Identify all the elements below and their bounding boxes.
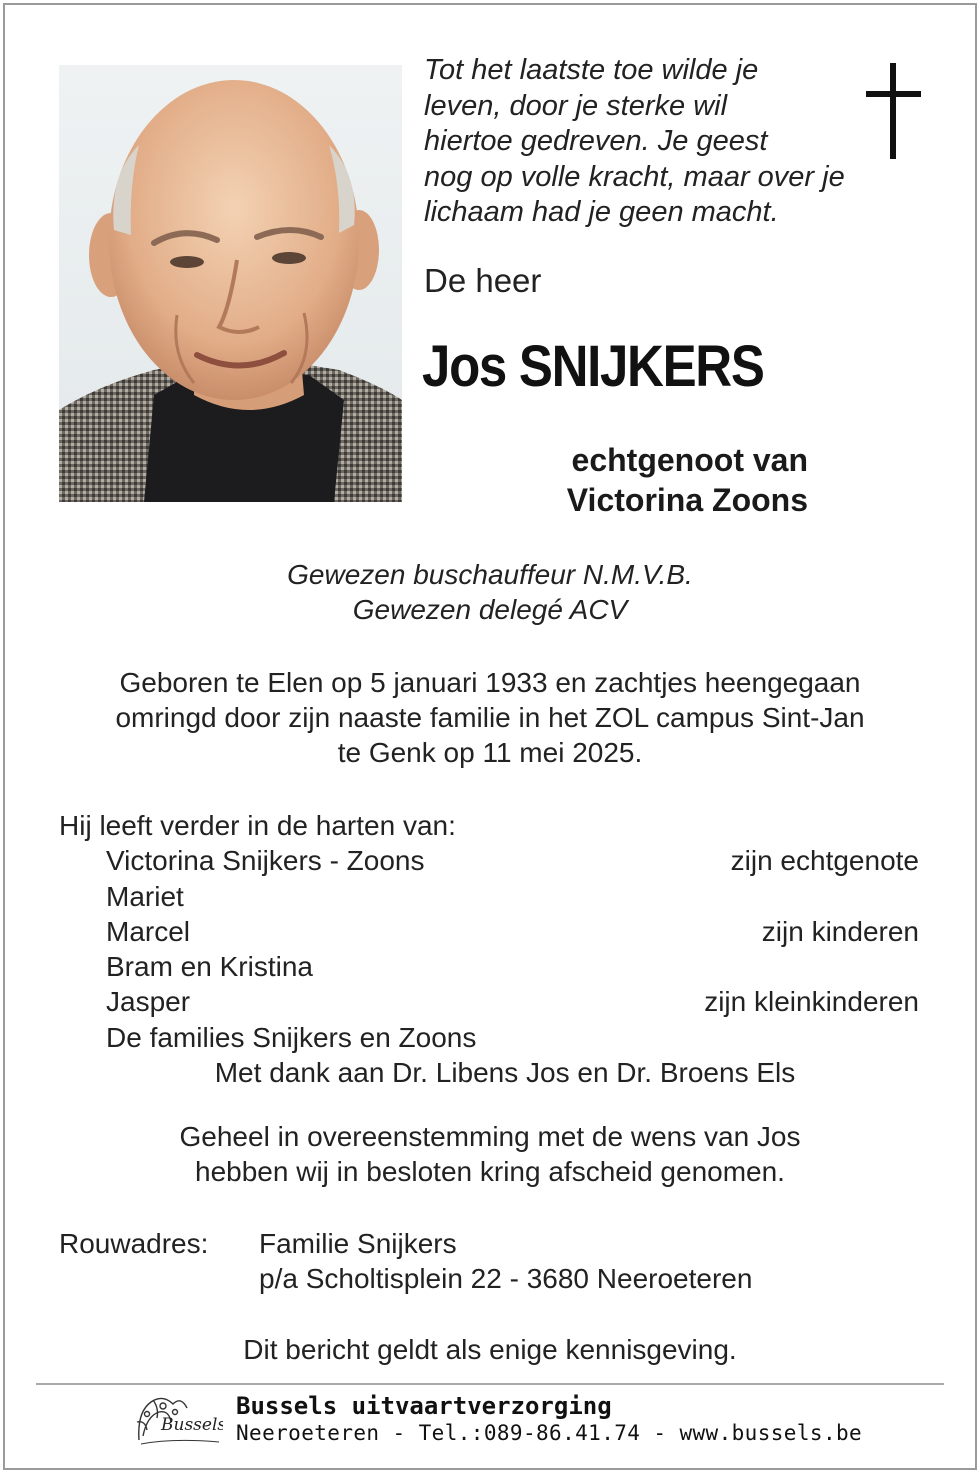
survivor-row (59, 879, 929, 914)
address-line: Familie Snijkers (259, 1228, 457, 1259)
deceased-name: Jos SNIJKERS (422, 334, 764, 399)
bussels-logo (133, 1392, 223, 1448)
memorial-poem (424, 53, 884, 231)
survivors-list (59, 808, 929, 1090)
portrait-photo (59, 65, 402, 502)
logo-text: Bussels (161, 1415, 223, 1435)
survivor-relation: zijn echtgenote (730, 845, 919, 877)
spouse-name: Victorina Zoons (566, 482, 808, 518)
survivor-name: Marcel (106, 915, 191, 947)
survivor-relation: zijn kinderen (761, 915, 919, 947)
occupation-line: Gewezen delegé ACV (352, 594, 628, 625)
survivor-name: Jasper (106, 986, 191, 1018)
wish-line: hebben wij in besloten kring afscheid genomen. (195, 1156, 785, 1187)
honorific: De heer (424, 262, 542, 299)
survivor-name: Bram en Kristina (106, 951, 313, 983)
company-name: Bussels uitvaartverzorging (236, 1392, 612, 1420)
birth-death-text (0, 665, 980, 770)
spouse-info (567, 440, 808, 520)
survivor-name: Mariet (106, 880, 184, 912)
wish-line: Geheel in overeenstemming met de wens van Jos (179, 1121, 801, 1152)
survivors-heading: Hij leeft verder in de harten van: (59, 810, 456, 841)
poem-line: Tot het laatste toe wilde je (424, 54, 759, 86)
poem-line: nog op volle kracht, maar over je (424, 160, 845, 193)
notice-text: Dit bericht geldt als enige kennisgeving. (243, 1334, 737, 1365)
birth-death-line: te Genk op 11 mei 2025. (337, 737, 643, 768)
address-line: p/a Scholtisplein 22 - 3680 Neeroeteren (259, 1263, 753, 1294)
poem-line: hiertoe gedreven. Je geest (424, 125, 768, 157)
birth-death-line: omringd door zijn naaste familie in het ZOL campus Sint-Jan (115, 702, 865, 733)
birth-death-line: Geboren te Elen op 5 januari 1933 en zachtjes heengegaan (119, 667, 861, 698)
survivor-row (59, 949, 929, 984)
company-contact: Neeroeteren - Tel.:089-86.41.74 - www.bussels.be (236, 1421, 863, 1445)
cross-icon (866, 63, 921, 159)
occupation (0, 557, 980, 627)
survivor-row (59, 984, 929, 1019)
spouse-label: echtgenoot van (571, 442, 808, 478)
poem-line: lichaam had je geen macht. (424, 196, 779, 228)
occupation-line: Gewezen buschauffeur N.M.V.B. (287, 559, 693, 590)
thanks-line: Met dank aan Dr. Libens Jos en Dr. Broens Els (214, 1057, 796, 1089)
address-label: Rouwadres: (59, 1228, 209, 1259)
survivor-row (59, 843, 929, 878)
survivor-relation: zijn kleinkinderen (704, 986, 919, 1018)
wish-text (0, 1119, 980, 1189)
footer-divider (36, 1383, 944, 1385)
survivor-name: De families Snijkers en Zoons (106, 1021, 477, 1053)
survivor-row (59, 914, 929, 949)
poem-line: leven, door je sterke wil (424, 89, 728, 122)
survivor-name: Victorina Snijkers - Zoons (106, 845, 425, 877)
survivor-row (59, 1020, 929, 1055)
